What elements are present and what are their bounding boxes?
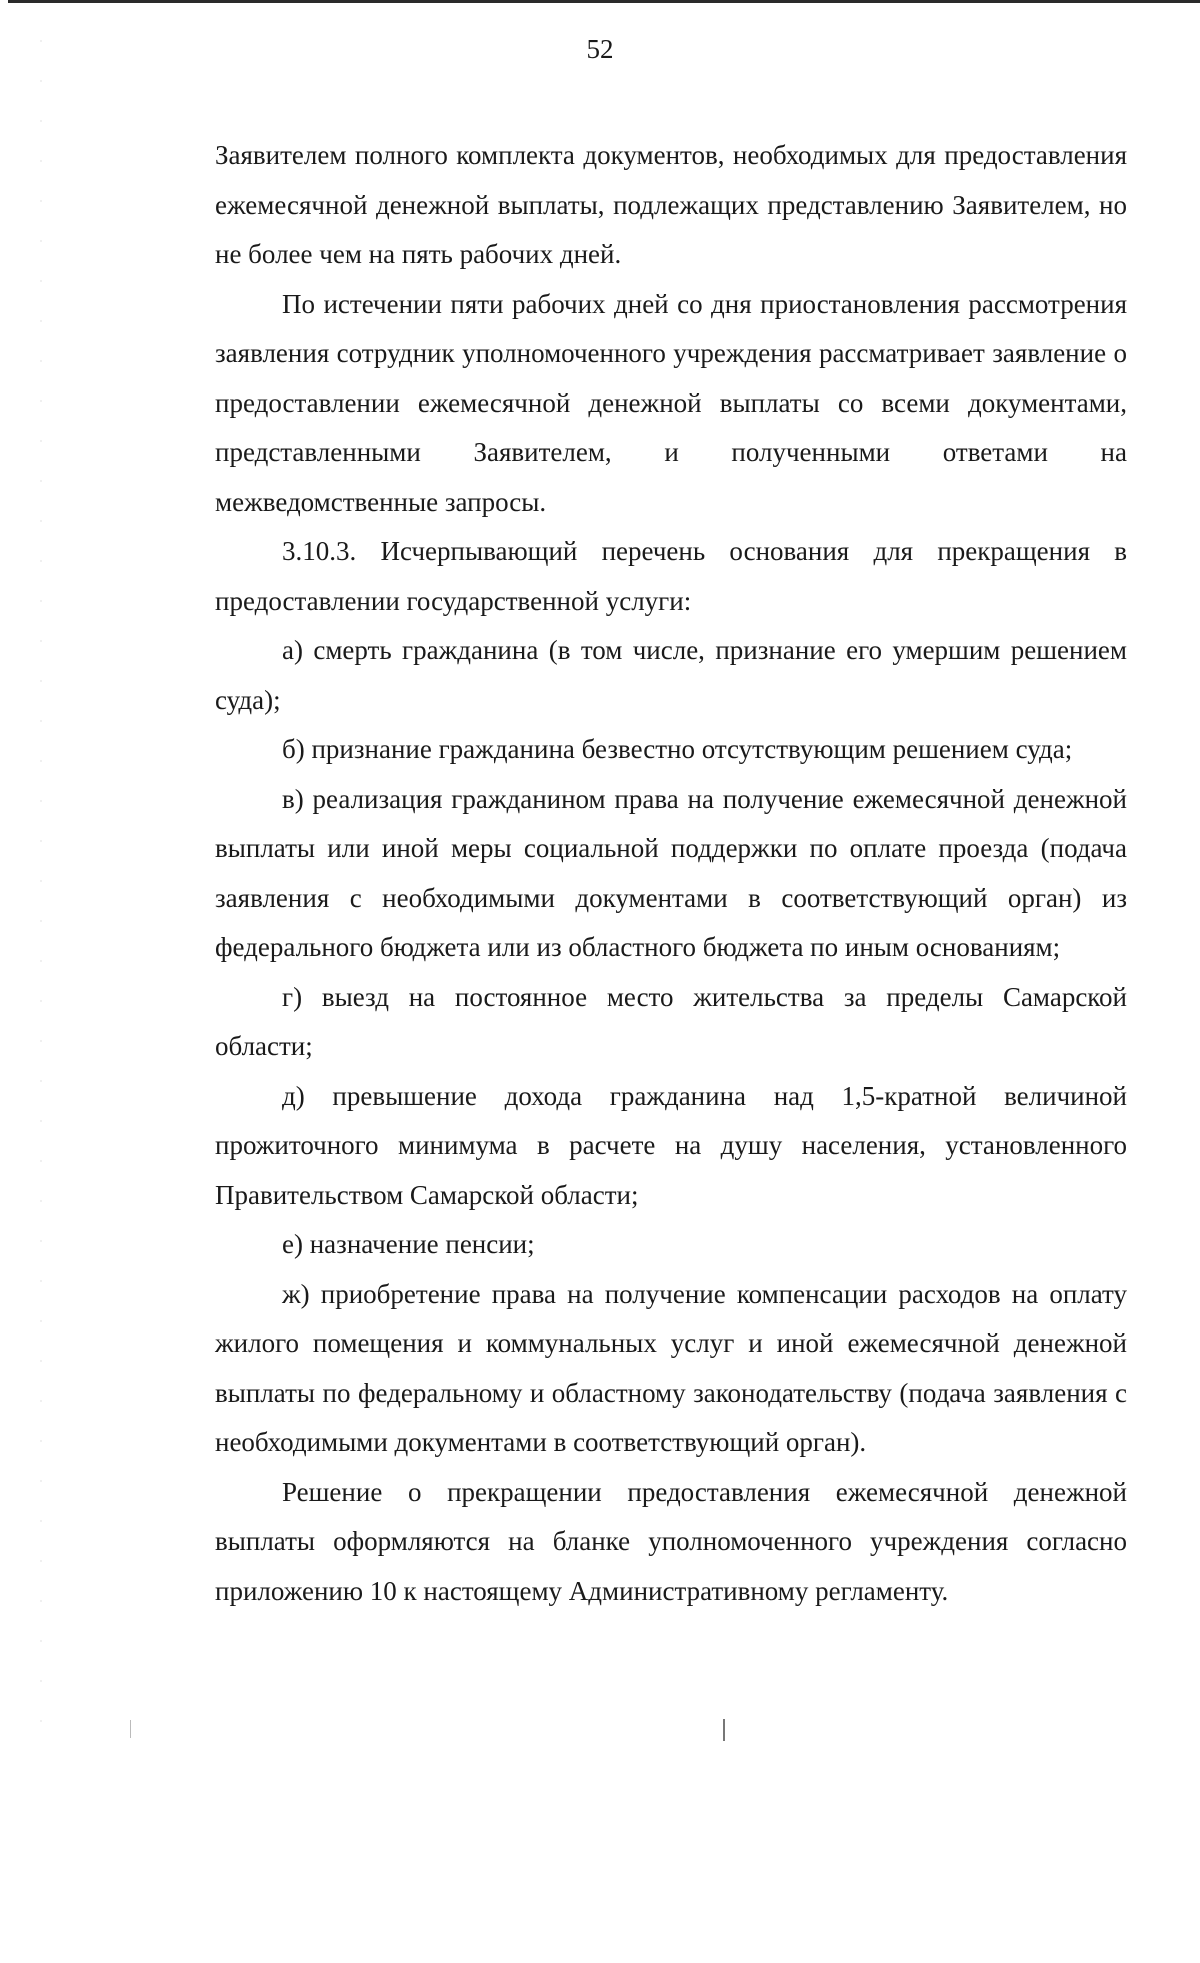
list-item-a: а) смерть гражданина (в том числе, признание его умершим решением суда); <box>215 635 1127 715</box>
paragraph-review-after-five-days: По истечении пяти рабочих дней со дня приостановления рассмотрения заявления сотрудник уполномоченного учреждения рассматривает заявление о предоставлении ежемесячной денежной выплаты со всеми документами, представленными Заявителем, и полученными ответами на межведомственные запросы. <box>215 288 1127 517</box>
paragraph-continuation: Заявителем полного комплекта документов, необходимых для предоставления ежемесячной денежной выплаты, подлежащих представлению Заявителем, но не более чем на пять рабочих дней. <box>215 140 1127 269</box>
top-border-line <box>8 0 1200 3</box>
document-body <box>215 131 1127 1616</box>
scan-artifact-mark <box>723 1719 725 1741</box>
scan-artifact-mark-left <box>130 1720 131 1738</box>
scan-margin-specks <box>40 40 42 1740</box>
list-item-g: г) выезд на постоянное место жительства за пределы Самарской области; <box>215 981 1127 1061</box>
paragraph-termination-decision: Решение о прекращении предоставления ежемесячной денежной выплаты оформляются на бланке уполномоченного учреждения согласно приложению 10 к настоящему Административному регламенту. <box>215 1476 1127 1606</box>
list-item-b: б) признание гражданина безвестно отсутствующим решением суда; <box>282 734 1073 764</box>
list-item-d: д) превышение дохода гражданина над 1,5-кратной величиной прожиточного минимума в расчете на душу населения, установленного Правительством Самарской области; <box>215 1080 1127 1210</box>
list-item-v: в) реализация гражданином права на получение ежемесячной денежной выплаты или иной меры социальной поддержки по оплате проезда (подача заявления с необходимыми документами в соответствующий орган) из федерального бюджета или из областного бюджета по иным основаниям; <box>215 783 1127 962</box>
list-item-e: е) назначение пенсии; <box>282 1229 535 1259</box>
list-item-zh: ж) приобретение права на получение компенсации расходов на оплату жилого помещения и коммунальных услуг и иной ежемесячной денежной выплаты по федеральному и областному законодательству (подача заявления с необходимыми документами в соответствующий орган). <box>215 1278 1127 1457</box>
page-number: 52 <box>586 34 614 64</box>
paragraph-section-3-10-3: 3.10.3. Исчерпывающий перечень основания для прекращения в предоставлении государственной услуги: <box>215 536 1127 616</box>
